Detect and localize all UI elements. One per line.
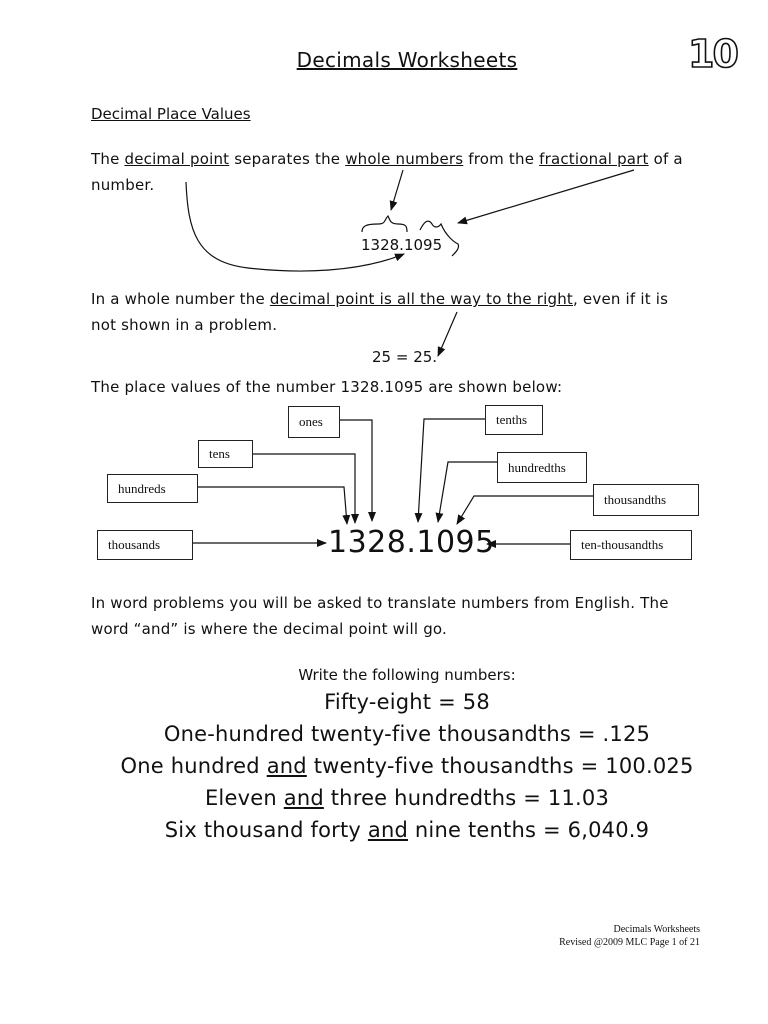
intro-text: from the <box>468 150 535 168</box>
arrow-tenths <box>418 419 485 522</box>
equation: 25 = 25. <box>372 348 438 366</box>
place-values-intro: The place values of the number 1328.1095 are shown below: <box>91 378 563 396</box>
brace-whole <box>362 216 407 232</box>
label-tens: tens <box>198 440 253 468</box>
and-word: and <box>367 818 409 842</box>
example-2: One-hundred twenty-five thousandths = .125 <box>163 722 651 746</box>
arrow-ones <box>340 420 372 521</box>
example-text: three hundredths = 11.03 <box>330 786 610 810</box>
intro-line-2: number. <box>91 176 155 194</box>
arrow-hundreds <box>198 487 347 524</box>
example-text: nine tenths = 6,040.9 <box>414 818 650 842</box>
example-number: 1328.1095 <box>361 236 443 254</box>
footer-revision: Revised @2009 MLC Page 1 of 21 <box>559 937 700 948</box>
footer-title: Decimals Worksheets <box>613 924 700 935</box>
term-decimal-right: decimal point is all the way to the right <box>269 290 573 308</box>
page-title: Decimals Worksheets <box>296 48 518 72</box>
arrow-hundredths <box>438 462 497 522</box>
intro-text: of a <box>653 150 683 168</box>
and-word: and <box>266 754 307 778</box>
write-heading: Write the following numbers: <box>298 666 516 684</box>
arrow-fractional-part <box>458 170 634 223</box>
brace-fraction <box>420 221 459 256</box>
big-number: 1328.1095 <box>328 525 495 560</box>
page-badge: 10 <box>688 32 737 76</box>
arrow-tens <box>253 454 355 523</box>
curve-arrow-decimal-point <box>186 182 404 271</box>
arrow-decimal-right <box>438 312 457 356</box>
whole-text: , even if it is <box>573 290 669 308</box>
whole-line-2: not shown in a problem. <box>91 316 278 334</box>
term-decimal-point: decimal point <box>124 150 230 168</box>
term-fractional-part: fractional part <box>539 150 649 168</box>
label-ten-thousandths: ten-thousandths <box>570 530 692 560</box>
example-text: twenty-five thousandths = 100.025 <box>313 754 694 778</box>
label-thousandths: thousandths <box>593 484 699 516</box>
arrow-thousandths <box>457 496 593 524</box>
label-hundredths: hundredths <box>497 452 587 483</box>
example-text: Eleven <box>204 786 277 810</box>
intro-text: separates the <box>234 150 341 168</box>
example-text: Six thousand forty <box>164 818 362 842</box>
example-1: Fifty-eight = 58 <box>324 690 490 714</box>
example-text: One hundred <box>120 754 260 778</box>
section-heading: Decimal Place Values <box>91 105 251 123</box>
word-problems-line-2: word “and” is where the decimal point will go. <box>91 620 448 638</box>
intro-text: The <box>91 150 120 168</box>
label-hundreds: hundreds <box>107 474 198 503</box>
whole-text: In a whole number the <box>91 290 265 308</box>
and-word: and <box>283 786 324 810</box>
label-ones: ones <box>288 406 340 438</box>
term-whole-numbers: whole numbers <box>345 150 464 168</box>
word-problems-line-1: In word problems you will be asked to translate numbers from English. The <box>91 594 669 612</box>
arrow-whole-numbers <box>391 170 403 210</box>
label-thousands: thousands <box>97 530 193 560</box>
label-tenths: tenths <box>485 405 543 435</box>
